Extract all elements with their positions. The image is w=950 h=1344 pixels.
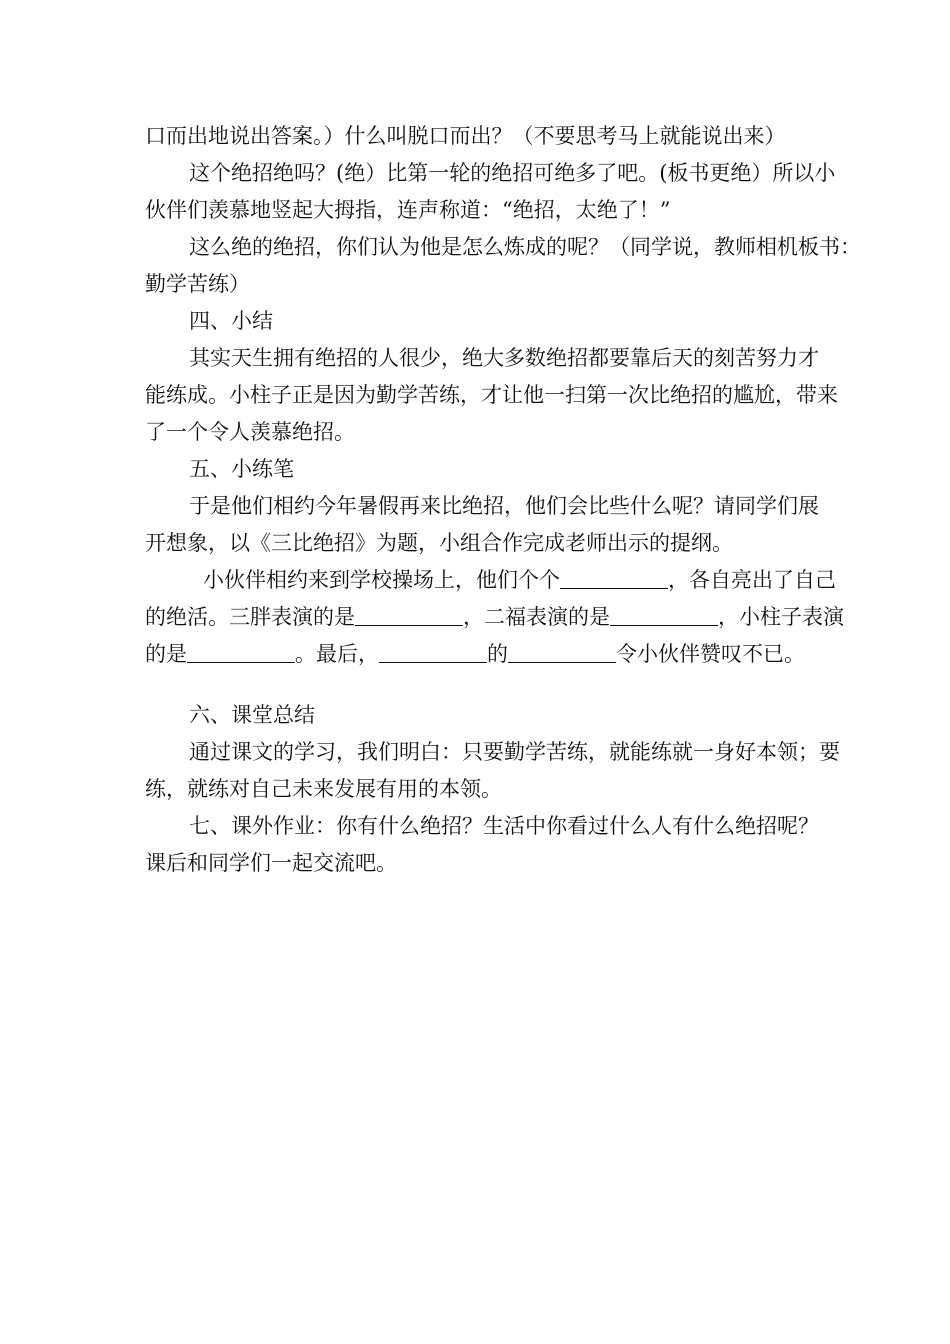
paragraph-line: 这么绝的绝招，你们认为他是怎么炼成的呢？（同学说，教师相机板书： <box>189 235 861 259</box>
outline-line <box>145 599 865 636</box>
section-heading: 七、课外作业：你有什么绝招？生活中你看过什么人有什么绝招呢？ <box>189 814 819 838</box>
fill-blank <box>560 566 668 589</box>
paragraph-line: 练，就练对自己未来发展有用的本领。 <box>145 777 502 801</box>
fill-blank <box>610 603 718 626</box>
outline-text: 的 <box>487 642 508 666</box>
outline-text: 。最后， <box>295 642 379 666</box>
paragraph-line: 这个绝招绝吗？(绝）比第一轮的绝招可绝多了吧。(板书更绝）所以小 <box>189 161 836 185</box>
outline-line <box>145 636 865 673</box>
fill-blank <box>379 640 487 663</box>
paragraph-line: 口而出地说出答案。）什么叫脱口而出？（不要思考马上就能说出来） <box>145 124 786 148</box>
spacer <box>145 673 865 697</box>
outline-text: 令小伙伴赞叹不已。 <box>616 642 805 666</box>
paragraph-line: 于是他们相约今年暑假再来比绝招，他们会比些什么呢？请同学们展 <box>189 494 819 518</box>
section-heading: 四、小结 <box>189 309 273 333</box>
outline-text: ，各自亮出了自己 <box>668 568 836 592</box>
outline-text: 的是 <box>145 642 187 666</box>
paragraph-line: 开想象，以《三比绝招》为题，小组合作完成老师出示的提纲。 <box>145 531 733 555</box>
paragraph-line: 伙伴们羡慕地竖起大拇指，连声称道：“绝招，太绝了！” <box>145 198 671 222</box>
section-heading: 五、小练笔 <box>189 457 294 481</box>
outline-text: 的绝活。三胖表演的是 <box>145 605 355 629</box>
paragraph-line: 通过课文的学习，我们明白：只要勤学苦练，就能练就一身好本领；要 <box>189 740 840 764</box>
outline-text: ，小柱子表演 <box>718 605 844 629</box>
paragraph-line: 勤学苦练） <box>145 272 250 296</box>
outline-text: ，二福表演的是 <box>463 605 610 629</box>
paragraph-line: 其实天生拥有绝招的人很少，绝大多数绝招都要靠后天的刻苦努力才 <box>189 346 819 370</box>
fill-blank <box>508 640 616 663</box>
section-heading: 六、课堂总结 <box>189 703 315 727</box>
fill-blank <box>187 640 295 663</box>
outline-text: 小伙伴相约来到学校操场上，他们个个 <box>203 568 560 592</box>
paragraph-line: 了一个令人羡慕绝招。 <box>145 420 355 444</box>
paragraph-line: 课后和同学们一起交流吧。 <box>145 851 397 875</box>
fill-blank <box>355 603 463 626</box>
document-page <box>145 118 865 882</box>
paragraph-line: 能练成。小柱子正是因为勤学苦练，才让他一扫第一次比绝招的尴尬，带来 <box>145 383 838 407</box>
outline-line <box>145 562 865 599</box>
